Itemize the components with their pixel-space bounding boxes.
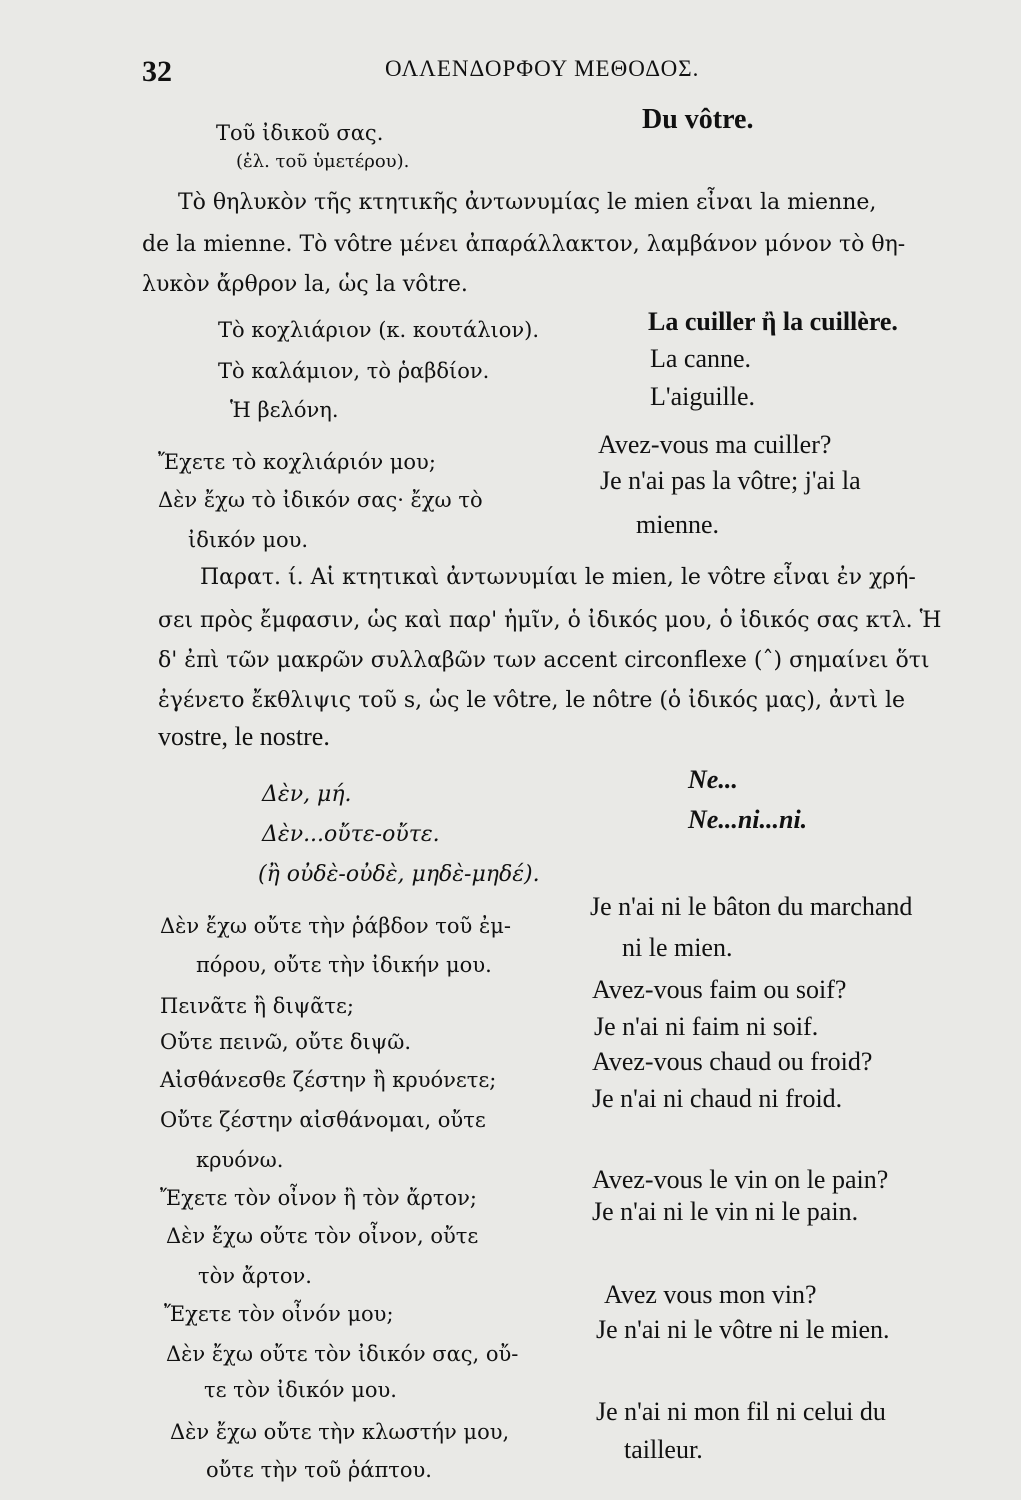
greek-line: (ἢ οὐδὲ-οὐδὲ, μηδὲ-μηδέ). xyxy=(258,862,540,887)
greek-line: τὸν ἄρτον. xyxy=(198,1264,312,1288)
french-line: Je n'ai ni chaud ni froid. xyxy=(592,1084,843,1113)
remark-line: vostre, le nostre. xyxy=(158,722,330,751)
french-line: Je n'ai ni le bâton du marchand xyxy=(590,892,913,921)
french-line: Je n'ai ni faim ni soif. xyxy=(594,1012,819,1041)
greek-line: Τοῦ ἰδικοῦ σας. xyxy=(216,121,384,145)
page-number: 32 xyxy=(142,55,172,88)
remark-line: σει πρὸς ἔμφασιν, ὡς καὶ παρ' ἡμῖν, ὁ ἰδικός μου, ὁ ἰδικός σας κτλ. Ἡ xyxy=(158,608,942,633)
french-line: Du vôtre. xyxy=(642,104,754,135)
greek-line: Δὲν ἔχω τὸ ἰδικόν σας· ἔχω τὸ xyxy=(158,488,483,512)
greek-line: Αἰσθάνεσθε ζέστην ἢ κρυόνετε; xyxy=(160,1068,497,1092)
greek-line: οὔτε τὴν τοῦ ῥάπτου. xyxy=(206,1458,432,1482)
greek-line: Ἔχετε τὸ κοχλιάριόν μου; xyxy=(158,450,436,474)
french-line: tailleur. xyxy=(624,1435,703,1464)
greek-line: Δὲν ἔχω οὔτε τὴν ῥάβδον τοῦ ἐμ- xyxy=(160,914,512,938)
french-line: Avez-vous ma cuiller? xyxy=(598,430,832,459)
greek-line: Οὔτε πεινῶ, οὔτε διψῶ. xyxy=(160,1030,412,1054)
french-line: La cuiller ἢ la cuillère. xyxy=(648,307,898,336)
french-line: La canne. xyxy=(650,344,752,373)
greek-line: Δὲν ἔχω οὔτε τὸν ἰδικόν σας, οὔ- xyxy=(166,1342,519,1366)
remark-line: ἐγένετο ἔκθλιψις τοῦ s, ὡς le vôtre, le nôtre (ὁ ἰδικός μας), ἀντὶ le xyxy=(158,688,906,713)
french-line: Avez vous mon vin? xyxy=(604,1280,817,1309)
greek-line: (ἑλ. τοῦ ὑμετέρου). xyxy=(236,151,410,172)
french-line: Avez-vous le vin on le pain? xyxy=(592,1165,889,1194)
french-line: Avez-vous faim ou soif? xyxy=(592,975,847,1004)
remark-line: δ' ἐπὶ τῶν μακρῶν συλλαβῶν των accent circonflexe (ˆ) σημαίνει ὅτι xyxy=(158,648,930,673)
greek-line: Ἔχετε τὸν οἶνόν μου; xyxy=(164,1302,394,1326)
french-line: Ne...ni...ni. xyxy=(688,805,808,834)
french-line: Je n'ai ni le vin ni le pain. xyxy=(592,1197,859,1226)
greek-line: Οὔτε ζέστην αἰσθάνομαι, οὔτε xyxy=(160,1108,486,1132)
french-line: ni le mien. xyxy=(622,933,733,962)
greek-line: Τὸ καλάμιον, τὸ ῥαβδίον. xyxy=(218,359,490,383)
french-line: Je n'ai pas la vôtre; j'ai la xyxy=(600,466,861,495)
french-line: Avez-vous chaud ou froid? xyxy=(592,1047,873,1076)
paragraph-line: Τὸ θηλυκὸν τῆς κτητικῆς ἀντωνυμίας le mien εἶναι la mienne, xyxy=(178,190,877,215)
greek-line: πόρου, οὔτε τὴν ἰδικήν μου. xyxy=(196,953,492,977)
french-line: Je n'ai ni mon fil ni celui du xyxy=(596,1397,886,1426)
greek-line: Ἡ βελόνη. xyxy=(230,398,339,422)
running-title: ΟΛΛΕΝΔΟΡΦΟΥ ΜΕΘΟΔΟΣ. xyxy=(385,56,700,81)
greek-line: Δὲν, μή. xyxy=(262,782,352,807)
greek-line: ἰδικόν μου. xyxy=(188,528,309,552)
greek-line: Τὸ κοχλιάριον (κ. κουτάλιον). xyxy=(218,318,540,342)
paragraph-line: de la mienne. Τὸ vôtre μένει ἀπαράλλακτον, λαμβάνον μόνον τὸ θη- xyxy=(142,232,906,257)
greek-line: Δὲν...οὔτε-οὔτε. xyxy=(262,822,440,847)
greek-line: Πεινᾶτε ἢ διψᾶτε; xyxy=(160,994,354,1018)
french-line: Ne... xyxy=(688,765,738,794)
french-line: mienne. xyxy=(636,510,720,539)
paragraph-line: λυκὸν ἄρθρον la, ὡς la vôtre. xyxy=(142,272,468,297)
french-line: L'aiguille. xyxy=(650,382,756,411)
french-line: Je n'ai ni le vôtre ni le mien. xyxy=(596,1315,890,1344)
greek-line: τε τὸν ἰδικόν μου. xyxy=(204,1378,397,1402)
greek-line: Δὲν ἔχω οὔτε τὴν κλωστήν μου, xyxy=(170,1420,510,1444)
remark-line: Παρατ. ί. Αἱ κτητικαὶ ἀντωνυμίαι le mien, le vôtre εἶναι ἐν χρή- xyxy=(200,565,916,590)
greek-line: κρυόνω. xyxy=(196,1148,284,1172)
greek-line: Δὲν ἔχω οὔτε τὸν οἶνον, οὔτε xyxy=(166,1224,479,1248)
greek-line: Ἔχετε τὸν οἶνον ἢ τὸν ἄρτον; xyxy=(160,1186,477,1210)
